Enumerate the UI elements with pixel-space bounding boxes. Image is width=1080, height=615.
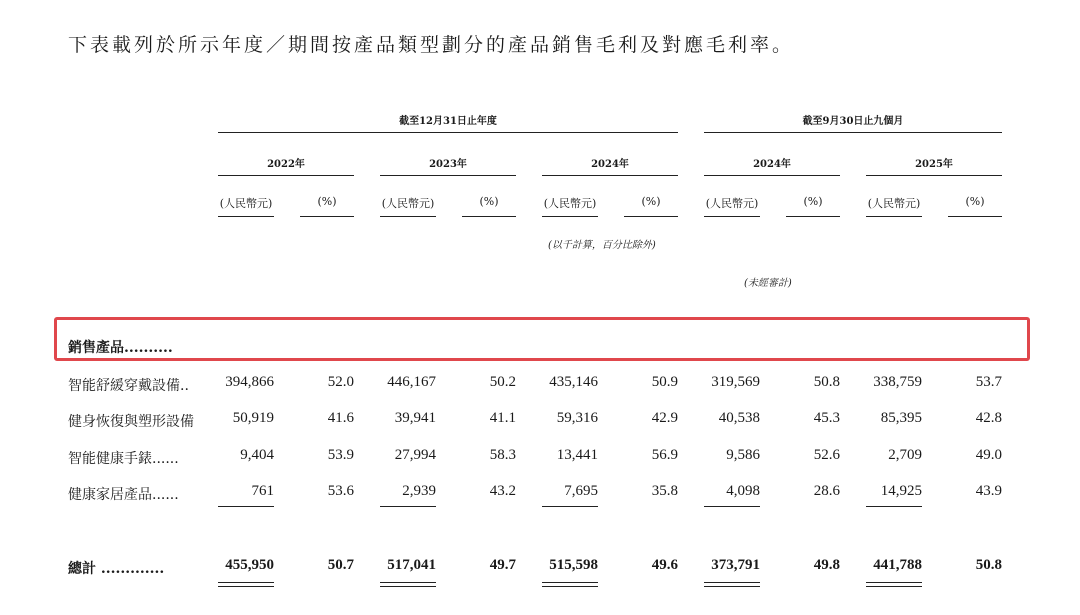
year-header-2025-nine: 2025年 [915,159,953,170]
table-cell: 42.8 [975,410,1002,426]
table-cell: 85,395 [880,410,922,426]
table-cell: 27,994 [394,447,436,463]
total-rule [380,586,436,587]
unit-rule [866,216,922,217]
total-rule [542,586,598,587]
table-cell: 59,316 [556,410,598,426]
unit-rmb: (人民幣元) [381,197,435,210]
unit-pct: (%) [317,195,337,208]
unit-pct: (%) [965,195,985,208]
unit-rule [218,216,274,217]
total-cell: 373,791 [711,557,760,573]
total-cell: 49.8 [813,557,840,573]
table-cell: 50.8 [813,374,840,390]
table-cell: 338,759 [873,374,922,390]
unit-rmb: (人民幣元) [543,197,597,210]
row-label: 健身恢復與塑形設備 [68,414,194,430]
table-cell: 7,695 [564,483,598,499]
year-header-2023: 2023年 [429,159,467,170]
unit-rule [462,216,516,217]
table-cell: 39,941 [394,410,436,426]
table-cell: 58.3 [489,447,516,463]
table-cell: 42.9 [651,410,678,426]
table-cell: 56.9 [651,447,678,463]
total-cell: 455,950 [225,557,274,573]
table-cell: 53.9 [327,447,354,463]
total-cell: 49.7 [489,557,516,573]
note-unaudited: (未經審計) [744,278,792,289]
unit-rule [704,216,760,217]
table-cell: 2,709 [888,447,922,463]
table-cell: 435,146 [549,374,598,390]
row-label: 智能健康手錶...... [68,451,179,467]
total-rule [866,582,922,583]
section-label: 銷售產品.......... [68,340,173,356]
table-cell: 43.9 [975,483,1002,499]
table-cell: 49.0 [975,447,1002,463]
unit-pct: (%) [641,195,661,208]
subtotal-rule [218,506,274,507]
table-cell: 40,538 [718,410,760,426]
table-cell: 50.9 [651,374,678,390]
year-rule [218,175,354,176]
table-cell: 45.3 [813,410,840,426]
unit-rule [624,216,678,217]
table-cell: 2,939 [402,483,436,499]
header-rule-year [218,132,678,133]
header-rule-nine [704,132,1002,133]
total-cell: 50.7 [327,557,354,573]
period-nine-header: 截至9月30日止九個月 [802,116,904,127]
intro-text: 下表載列於所示年度／期間按產品類型劃分的產品銷售毛利及對應毛利率。 [68,34,795,56]
highlight-box [54,317,1030,361]
year-rule [866,175,1002,176]
total-cell: 50.8 [975,557,1002,573]
year-header-2024-nine: 2024年 [753,159,791,170]
table-cell: 41.1 [489,410,516,426]
total-label: 總計 ............. [68,561,165,577]
table-cell: 43.2 [489,483,516,499]
total-rule [866,586,922,587]
subtotal-rule [380,506,436,507]
subtotal-rule [542,506,598,507]
period-year-header: 截至12月31日止年度 [399,116,497,127]
note-thousands: (以千計算，百分比除外) [548,240,656,251]
table-cell: 446,167 [387,374,436,390]
subtotal-rule [704,506,760,507]
table-cell: 13,441 [556,447,598,463]
unit-rmb: (人民幣元) [867,197,921,210]
unit-rmb: (人民幣元) [705,197,759,210]
total-cell: 515,598 [549,557,598,573]
row-label: 健康家居產品...... [68,487,179,503]
total-rule [218,586,274,587]
unit-rule [948,216,1002,217]
table-cell: 9,404 [240,447,274,463]
table-cell: 52.6 [813,447,840,463]
year-rule [542,175,678,176]
total-rule [542,582,598,583]
year-header-2024: 2024年 [591,159,629,170]
unit-rule [542,216,598,217]
table-cell: 35.8 [651,483,678,499]
year-rule [704,175,840,176]
table-cell: 50,919 [232,410,274,426]
table-cell: 761 [251,483,274,499]
table-cell: 319,569 [711,374,760,390]
unit-rule [300,216,354,217]
total-cell: 517,041 [387,557,436,573]
subtotal-rule [866,506,922,507]
table-cell: 28.6 [813,483,840,499]
unit-pct: (%) [479,195,499,208]
year-header-2022: 2022年 [267,159,305,170]
total-rule [704,582,760,583]
table-cell: 394,866 [225,374,274,390]
table-cell: 53.7 [975,374,1002,390]
year-rule [380,175,516,176]
table-cell: 9,586 [726,447,760,463]
table-cell: 14,925 [880,483,922,499]
table-cell: 41.6 [327,410,354,426]
total-rule [380,582,436,583]
table-cell: 52.0 [327,374,354,390]
unit-rule [786,216,840,217]
table-cell: 4,098 [726,483,760,499]
unit-rule [380,216,436,217]
row-label: 智能舒緩穿戴設備.. [68,378,189,394]
table-cell: 50.2 [489,374,516,390]
total-rule [704,586,760,587]
unit-rmb: (人民幣元) [219,197,273,210]
total-cell: 441,788 [873,557,922,573]
unit-pct: (%) [803,195,823,208]
total-rule [218,582,274,583]
total-cell: 49.6 [651,557,678,573]
table-cell: 53.6 [327,483,354,499]
